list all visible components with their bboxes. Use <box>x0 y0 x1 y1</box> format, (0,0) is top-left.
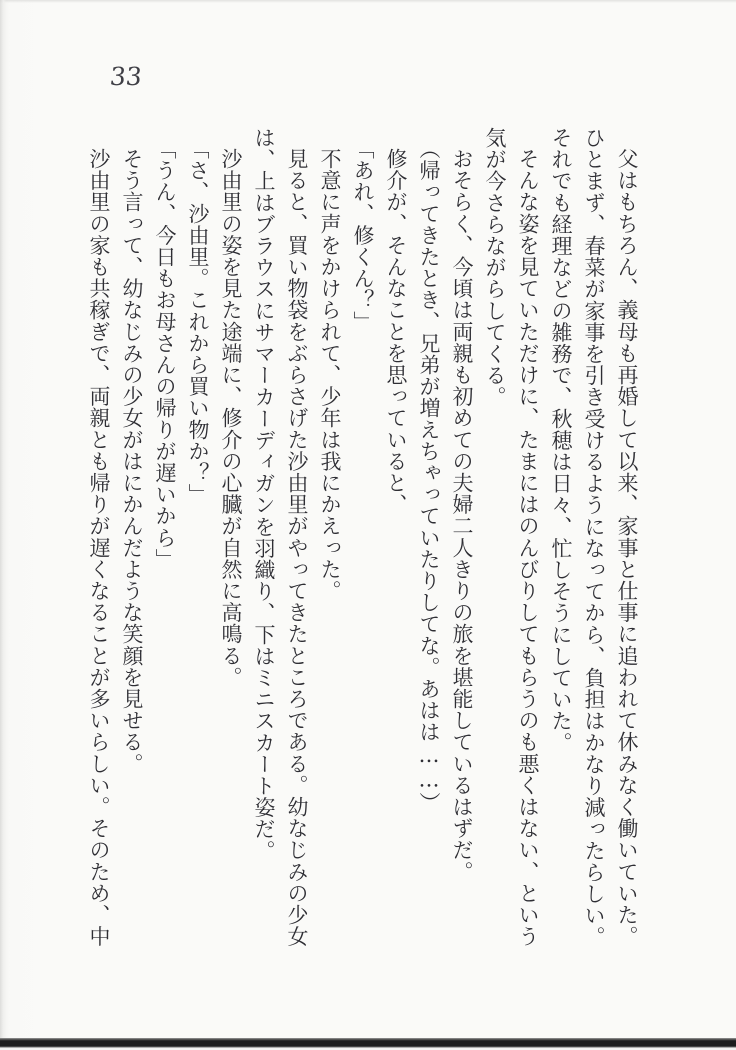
scan-bottom-edge <box>0 1036 736 1050</box>
scan-left-edge <box>0 0 6 1050</box>
text-column: 「あれ、修くん？」 <box>351 137 375 332</box>
text-column: 不意に声をかけられて、少年は我にかえった。 <box>318 148 342 602</box>
text-column: それでも経理などの雑務で、秋穂は日々、忙しそうにしていた。 <box>549 127 573 754</box>
page-number: 33 <box>108 62 144 91</box>
text-column: 気が今さらながらしてくる。 <box>483 127 507 408</box>
text-column: 沙由里の家も共稼ぎで、両親とも帰りが遅くなることが多いらしい。そのため、中 <box>87 148 111 948</box>
text-column: 「うん、今日もお母さんの帰りが遅いから」 <box>153 137 177 570</box>
text-column: 沙由里の姿を見た途端に、修介の心臓が自然に高鳴る。 <box>219 148 243 688</box>
text-column: おそらく、今頃は両親も初めての夫婦二人きりの旅を堪能しているはずだ。 <box>450 148 474 883</box>
text-column: 見ると、買い物袋をぶらさげた沙由里がやってきたところである。幼なじみの少女 <box>285 148 309 948</box>
text-column: は、上はブラウスにサマーカーディガンを羽織り、下はミニスカート姿だ。 <box>252 127 276 862</box>
text-column: そう言って、幼なじみの少女がはにかんだような笑顔を見せる。 <box>120 148 144 775</box>
text-column: ひとまず、春菜が家事を引き受けるようになってから、負担はかなり減ったらしい。 <box>582 127 606 948</box>
text-column: そんな姿を見ていただけに、たまにはのんびりしてもらうのも悪くはない、という <box>516 148 540 948</box>
novel-text-block <box>82 127 643 950</box>
text-column: （帰ってきたとき、兄弟が増えちゃっていたりしてな。あはは……） <box>417 137 441 814</box>
text-column: 父はもちろん、義母も再婚して以来、家事と仕事に追われて休みなく働いていた。 <box>615 148 639 948</box>
text-column: 「さ、沙由里。これから買い物か？」 <box>186 137 210 505</box>
text-column: 修介が、そんなことを思っていると、 <box>384 148 408 516</box>
scan-top-edge <box>0 0 736 3</box>
